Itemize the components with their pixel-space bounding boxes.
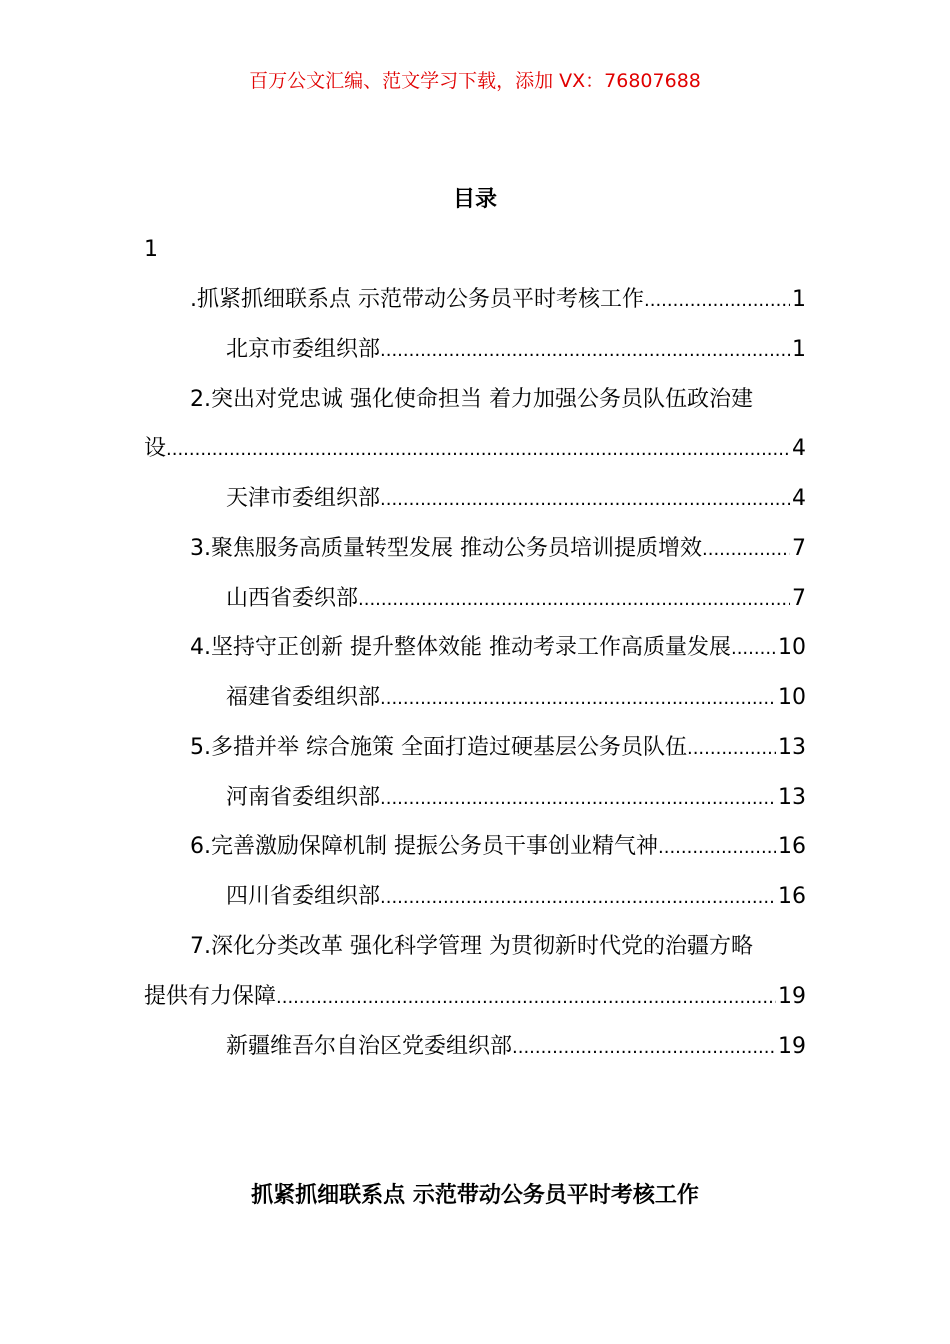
toc-entry-4[interactable] xyxy=(190,632,806,665)
toc-entry-text: 山西省委织部 xyxy=(226,586,359,611)
toc-entry-3[interactable] xyxy=(190,533,806,566)
toc-leader-dots xyxy=(166,434,790,466)
toc-entry-org-fujian[interactable] xyxy=(226,682,806,715)
toc-leader-dots xyxy=(276,982,776,1014)
toc-leader-dots xyxy=(380,484,790,516)
toc-number-line: 1 xyxy=(144,237,158,262)
toc-page-number: 10 xyxy=(778,635,806,660)
toc-page-number: 19 xyxy=(778,984,806,1009)
toc-entry-text: 4.坚持守正创新 提升整体效能 推动考录工作高质量发展 xyxy=(190,635,731,660)
toc-entry-2-line2[interactable] xyxy=(144,433,806,466)
toc-entry-org-beijing[interactable] xyxy=(226,334,806,367)
toc-page-number: 16 xyxy=(778,884,806,909)
toc-page-number: 13 xyxy=(778,735,806,760)
toc-leader-dots xyxy=(358,584,790,616)
toc-entry-6[interactable] xyxy=(190,831,806,864)
toc-leader-dots xyxy=(702,534,790,566)
toc-entry-text: 提供有力保障 xyxy=(144,984,277,1009)
toc-page-number: 1 xyxy=(792,337,806,362)
toc-entry-7-line1[interactable]: 7.深化分类改革 强化科学管理 为贯彻新时代党的治疆方略 xyxy=(190,934,753,959)
toc-page-number: 16 xyxy=(778,834,806,859)
toc-entry-text: 天津市委组织部 xyxy=(226,486,381,511)
toc-entry-text: 福建省委组织部 xyxy=(226,685,381,710)
toc-entry-1[interactable] xyxy=(190,284,806,317)
toc-leader-dots xyxy=(380,882,776,914)
toc-title: 目录 xyxy=(452,187,497,212)
toc-entry-org-tianjin[interactable] xyxy=(226,483,806,516)
section-heading: 抓紧抓细联系点 示范带动公务员平时考核工作 xyxy=(251,1183,699,1208)
toc-entry-org-sichuan[interactable] xyxy=(226,881,806,914)
toc-leader-dots xyxy=(687,733,776,765)
toc-leader-dots xyxy=(644,285,790,317)
toc-page-number: 7 xyxy=(792,536,806,561)
toc-leader-dots xyxy=(380,783,776,815)
toc-entry-org-henan[interactable] xyxy=(226,782,806,815)
toc-page-number: 4 xyxy=(792,486,806,511)
toc-leader-dots xyxy=(658,832,776,864)
toc-entry-text: 6.完善激励保障机制 提振公务员干事创业精气神 xyxy=(190,834,658,859)
toc-entry-text: .抓紧抓细联系点 示范带动公务员平时考核工作 xyxy=(190,287,644,312)
toc-page-number: 1 xyxy=(792,287,806,312)
toc-leader-dots xyxy=(512,1032,776,1064)
toc-entry-text: 设 xyxy=(144,436,167,461)
toc-entry-org-shanxi[interactable] xyxy=(226,583,806,616)
toc-entry-text: 5.多措并举 综合施策 全面打造过硬基层公务员队伍 xyxy=(190,735,687,760)
toc-page-number: 10 xyxy=(778,685,806,710)
toc-entry-text: 河南省委组织部 xyxy=(226,785,381,810)
toc-entry-2-line1[interactable]: 2.突出对党忠诚 强化使命担当 着力加强公务员队伍政治建 xyxy=(190,387,753,412)
toc-entry-5[interactable] xyxy=(190,732,806,765)
toc-page-number: 7 xyxy=(792,586,806,611)
toc-entry-7-line2[interactable] xyxy=(144,981,806,1014)
toc-leader-dots xyxy=(380,683,776,715)
toc-leader-dots xyxy=(731,633,776,665)
toc-entry-text: 北京市委组织部 xyxy=(226,337,381,362)
toc-entry-org-xinjiang[interactable] xyxy=(226,1031,806,1064)
toc-entry-text: 3.聚焦服务高质量转型发展 推动公务员培训提质增效 xyxy=(190,536,702,561)
toc-page-number: 19 xyxy=(778,1034,806,1059)
toc-entry-text: 四川省委组织部 xyxy=(226,884,381,909)
toc-page-number: 13 xyxy=(778,785,806,810)
header-banner: 百万公文汇编、范文学习下载，添加 VX：76807688 xyxy=(249,70,701,92)
toc-leader-dots xyxy=(380,335,790,367)
toc-entry-text: 新疆维吾尔自治区党委组织部 xyxy=(226,1034,513,1059)
toc-page-number: 4 xyxy=(792,436,806,461)
